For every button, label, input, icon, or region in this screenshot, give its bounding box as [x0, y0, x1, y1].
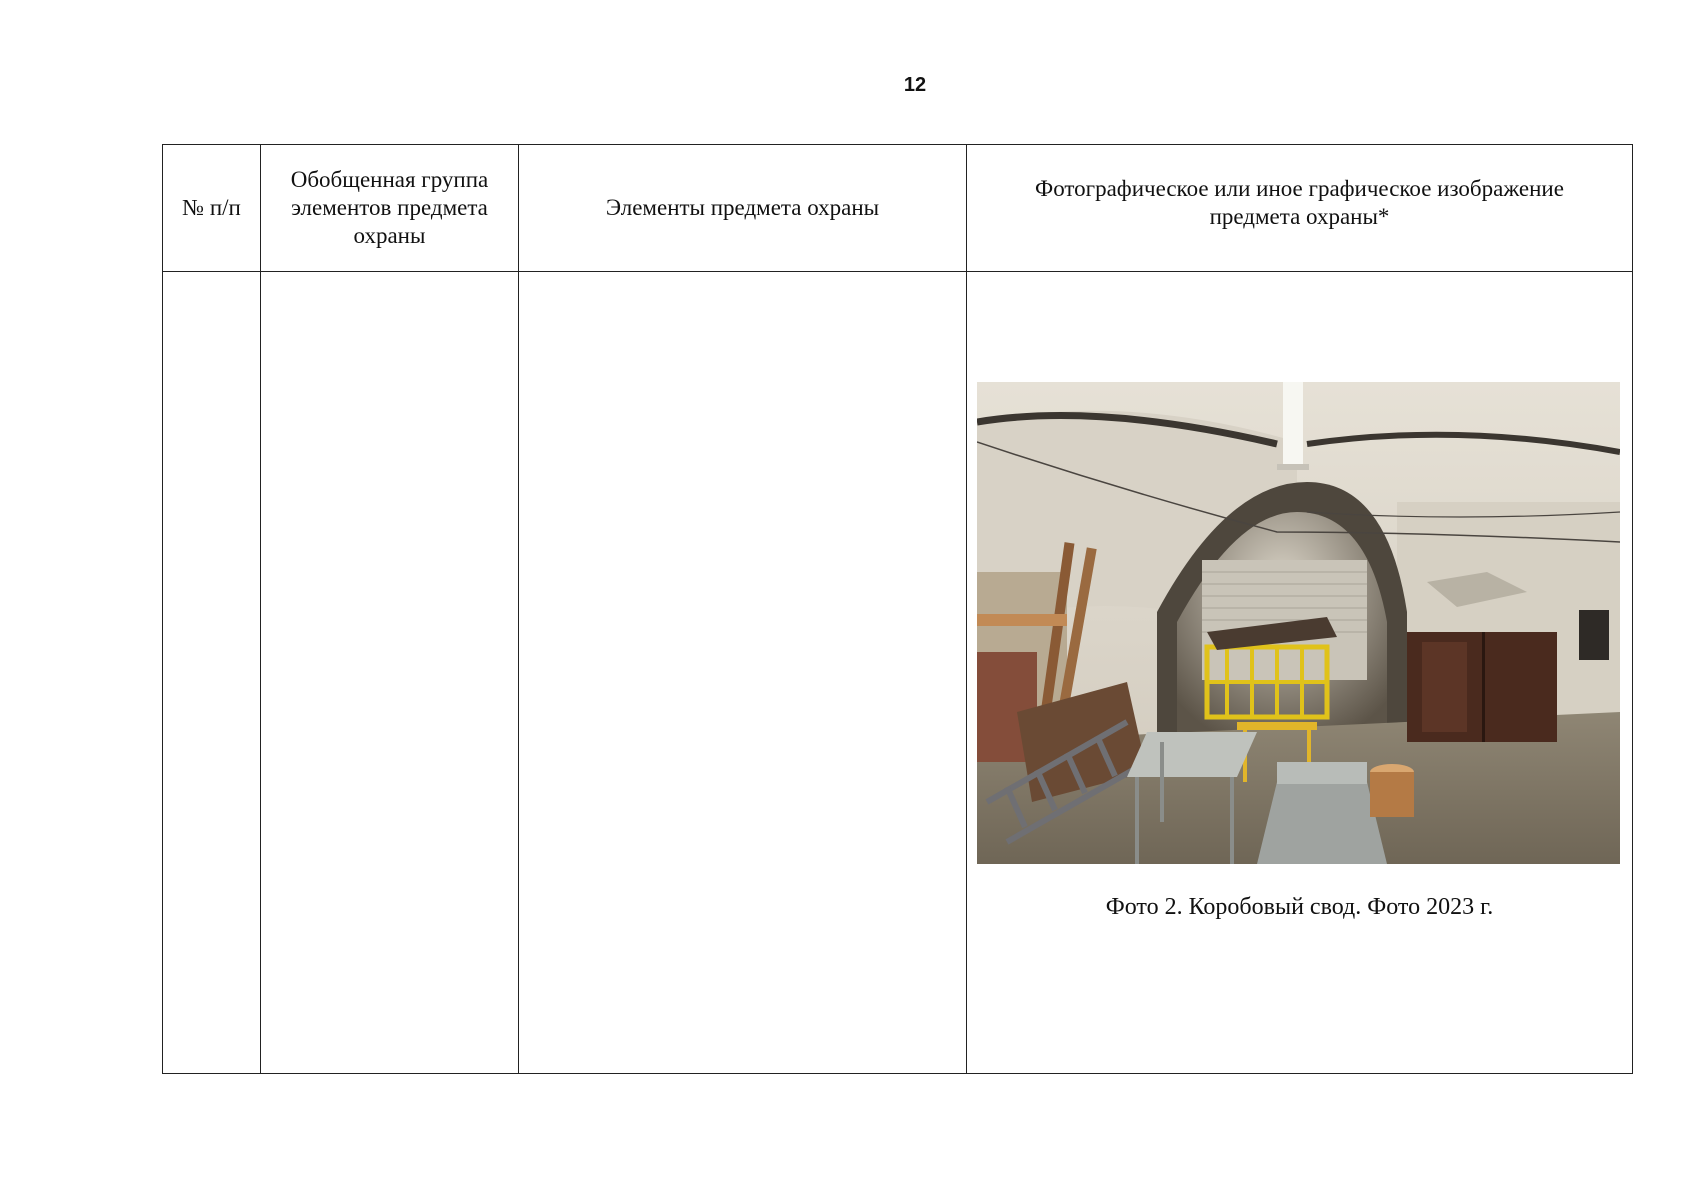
protection-elements-table: [162, 144, 1633, 1074]
cell-group: [261, 272, 519, 1074]
table-header-row: [163, 145, 1633, 272]
cell-number: [163, 272, 261, 1074]
header-elements: Элементы предмета охраны: [519, 145, 967, 272]
cell-image: [967, 272, 1633, 1074]
page-number: 12: [903, 74, 927, 96]
header-image: Фотографическое или иное графическое изображение предмета охраны*: [967, 145, 1633, 272]
table-row: [163, 272, 1633, 1074]
header-group: Обобщенная группа элементов предмета охраны: [261, 145, 519, 272]
vault-photo: [977, 382, 1620, 864]
photo-caption: Фото 2. Коробовый свод. Фото 2023 г.: [1105, 894, 1494, 920]
cell-elements: [519, 272, 967, 1074]
header-number: № п/п: [163, 145, 261, 272]
